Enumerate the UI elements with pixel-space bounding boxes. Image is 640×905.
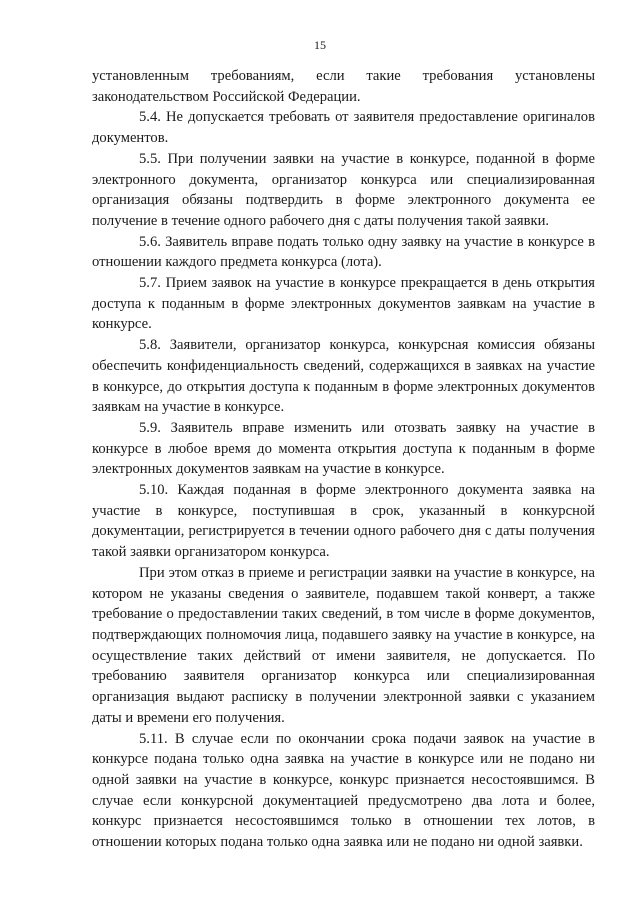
page-number: 15 <box>314 38 326 52</box>
document-body <box>92 66 595 853</box>
paragraph-5-7: 5.7. Прием заявок на участие в конкурсе прекращается в день открытия доступа к поданным в форме электронных документов заявкам на участие в конкурсе. <box>92 275 595 333</box>
paragraph-5-10: 5.10. Каждая поданная в форме электронного документа заявка на участие в конкурсе, поступившая в срок, указанный в конкурсной документации, регистрируется в течении одного рабочего дня с даты получения такой заявки организатором конкурса. <box>92 482 595 561</box>
paragraph-5-6: 5.6. Заявитель вправе подать только одну заявку на участие в конкурсе в отношении каждого предмета конкурса (лота). <box>92 233 595 271</box>
paragraph-5-10-note: При этом отказ в приеме и регистрации заявки на участие в конкурсе, на котором не указаны сведения о заявителе, подавшем такой конверт, а также требование о предоставлении таких сведений, в том числе в форме документов, подтверждающих полномочия лица, подавшего заявку на участие в конкурсе, на осуществление таких действий от имени заявителя, не допускается. По требованию заявителя организатор конкурса или специализированная организация выдают расписку в получении электронной заявки с указанием даты и времени его получения. <box>92 564 595 726</box>
paragraph-5-11: 5.11. В случае если по окончании срока подачи заявок на участие в конкурсе подана только одна заявка на участие в конкурсе или не подано ни одной заявки на участие в конкурсе, конкурс признается несостоявшимся. В случае если конкурсной документацией предусмотрено два лота и более, конкурс признается несостоявшимся только в отношении тех лотов, в отношении которых подана только одна заявка или не подано ни одной заявки. <box>92 730 595 851</box>
paragraph-continuation: установленным требованиям, если такие требования установлены законодательством Российской Федерации. <box>92 68 595 105</box>
paragraph-5-8: 5.8. Заявители, организатор конкурса, конкурсная комиссия обязаны обеспечить конфиденциальность сведений, содержащихся в заявках на участие в конкурсе, до открытия доступа к поданным в форме электронных документов заявкам на участие в конкурсе. <box>92 337 595 416</box>
paragraph-5-5: 5.5. При получении заявки на участие в конкурсе, поданной в форме электронного документа, организатор конкурса или специализированная организация обязаны подтвердить в форме электронного документа ее получение в течение одного рабочего дня с даты получения такой заявки. <box>92 150 595 229</box>
paragraph-5-9: 5.9. Заявитель вправе изменить или отозвать заявку на участие в конкурсе в любое время до момента открытия доступа к поданным в форме электронных документов заявкам на участие в конкурсе. <box>92 419 595 478</box>
paragraph-5-4: 5.4. Не допускается требовать от заявителя предоставление оригиналов документов. <box>92 109 595 147</box>
